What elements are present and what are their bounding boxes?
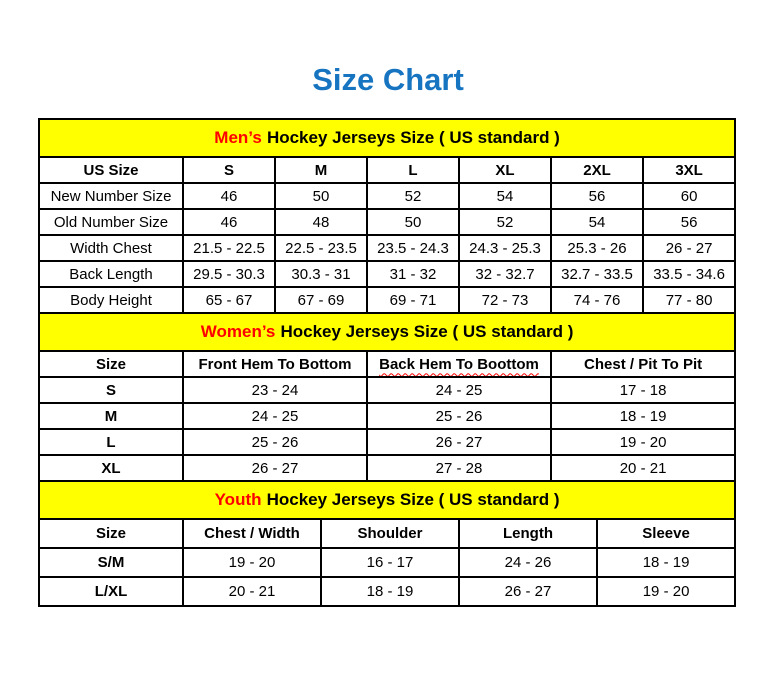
cell-value: 20 - 21	[551, 455, 735, 481]
row-label: L	[39, 429, 183, 455]
cell-value: 26 - 27	[367, 429, 551, 455]
youth-section-title-highlight: Youth	[214, 490, 262, 509]
row-label: S	[39, 377, 183, 403]
womens-header-row	[39, 351, 735, 377]
womens-header-back-hem	[367, 351, 551, 377]
table-row-women-l	[39, 429, 735, 455]
cell-value: 74 - 76	[551, 287, 643, 313]
cell-value: 33.5 - 34.6	[643, 261, 735, 287]
cell-value: 26 - 27	[643, 235, 735, 261]
mens-section-title-rest: Hockey Jerseys Size ( US standard )	[266, 128, 560, 147]
cell-value: 18 - 19	[551, 403, 735, 429]
mens-header-3xl: 3XL	[643, 157, 735, 183]
misspelled-word: Back Hem To Boottom	[379, 355, 539, 373]
cell-value: 46	[183, 183, 275, 209]
cell-value: 25 - 26	[183, 429, 367, 455]
youth-header-size: Size	[39, 519, 183, 548]
row-label: S/M	[39, 548, 183, 577]
row-label: Width Chest	[39, 235, 183, 261]
row-label: New Number Size	[39, 183, 183, 209]
cell-value: 17 - 18	[551, 377, 735, 403]
cell-value: 60	[643, 183, 735, 209]
cell-value: 52	[459, 209, 551, 235]
table-row-women-xl	[39, 455, 735, 481]
cell-value: 54	[551, 209, 643, 235]
row-label: Back Length	[39, 261, 183, 287]
cell-value: 25 - 26	[367, 403, 551, 429]
table-row-women-m	[39, 403, 735, 429]
youth-section-title-rest: Hockey Jerseys Size ( US standard )	[266, 490, 560, 509]
table-row-old-number-size	[39, 209, 735, 235]
row-label: M	[39, 403, 183, 429]
cell-value: 24 - 25	[367, 377, 551, 403]
table-row-width-chest	[39, 235, 735, 261]
womens-section-band	[39, 313, 735, 351]
row-label: XL	[39, 455, 183, 481]
cell-value: 32.7 - 33.5	[551, 261, 643, 287]
cell-value: 69 - 71	[367, 287, 459, 313]
cell-value: 52	[367, 183, 459, 209]
cell-value: 25.3 - 26	[551, 235, 643, 261]
cell-value: 19 - 20	[597, 577, 735, 606]
cell-value: 19 - 20	[551, 429, 735, 455]
table-row-women-s	[39, 377, 735, 403]
cell-value: 67 - 69	[275, 287, 367, 313]
cell-value: 29.5 - 30.3	[183, 261, 275, 287]
womens-section-title	[39, 313, 735, 351]
mens-header-2xl: 2XL	[551, 157, 643, 183]
cell-value: 24.3 - 25.3	[459, 235, 551, 261]
table-row-youth-sm	[39, 548, 735, 577]
table-row-new-number-size	[39, 183, 735, 209]
cell-value: 77 - 80	[643, 287, 735, 313]
mens-header-m: M	[275, 157, 367, 183]
cell-value: 32 - 32.7	[459, 261, 551, 287]
table-row-back-length	[39, 261, 735, 287]
mens-header-us-size: US Size	[39, 157, 183, 183]
youth-section-band	[39, 481, 735, 519]
row-label: Old Number Size	[39, 209, 183, 235]
womens-header-size: Size	[39, 351, 183, 377]
cell-value: 26 - 27	[183, 455, 367, 481]
cell-value: 23.5 - 24.3	[367, 235, 459, 261]
cell-value: 18 - 19	[321, 577, 459, 606]
cell-value: 54	[459, 183, 551, 209]
cell-value: 16 - 17	[321, 548, 459, 577]
table-row-youth-lxl	[39, 577, 735, 606]
mens-section-title-highlight: Men’s	[214, 128, 262, 147]
cell-value: 20 - 21	[183, 577, 321, 606]
cell-value: 19 - 20	[183, 548, 321, 577]
row-label: L/XL	[39, 577, 183, 606]
mens-section-band	[39, 119, 735, 157]
cell-value: 26 - 27	[459, 577, 597, 606]
womens-header-chest-pit: Chest / Pit To Pit	[551, 351, 735, 377]
cell-value: 56	[551, 183, 643, 209]
youth-header-length: Length	[459, 519, 597, 548]
size-chart-table	[38, 118, 736, 607]
cell-value: 31 - 32	[367, 261, 459, 287]
youth-header-sleeve: Sleeve	[597, 519, 735, 548]
cell-value: 72 - 73	[459, 287, 551, 313]
cell-value: 23 - 24	[183, 377, 367, 403]
cell-value: 56	[643, 209, 735, 235]
page-title: Size Chart	[312, 62, 464, 97]
cell-value: 65 - 67	[183, 287, 275, 313]
mens-section-title	[39, 119, 735, 157]
cell-value: 24 - 26	[459, 548, 597, 577]
youth-header-shoulder: Shoulder	[321, 519, 459, 548]
mens-header-row	[39, 157, 735, 183]
row-label: Body Height	[39, 287, 183, 313]
mens-header-xl: XL	[459, 157, 551, 183]
youth-header-chest-width: Chest / Width	[183, 519, 321, 548]
womens-section-title-highlight: Women’s	[200, 322, 276, 341]
cell-value: 50	[275, 183, 367, 209]
cell-value: 18 - 19	[597, 548, 735, 577]
mens-header-l: L	[367, 157, 459, 183]
womens-header-front-hem: Front Hem To Bottom	[183, 351, 367, 377]
youth-section-title	[39, 481, 735, 519]
cell-value: 21.5 - 22.5	[183, 235, 275, 261]
cell-value: 27 - 28	[367, 455, 551, 481]
cell-value: 50	[367, 209, 459, 235]
womens-section-title-rest: Hockey Jerseys Size ( US standard )	[280, 322, 574, 341]
table-row-body-height	[39, 287, 735, 313]
cell-value: 24 - 25	[183, 403, 367, 429]
mens-header-s: S	[183, 157, 275, 183]
cell-value: 48	[275, 209, 367, 235]
youth-header-row	[39, 519, 735, 548]
cell-value: 22.5 - 23.5	[275, 235, 367, 261]
cell-value: 30.3 - 31	[275, 261, 367, 287]
cell-value: 46	[183, 209, 275, 235]
